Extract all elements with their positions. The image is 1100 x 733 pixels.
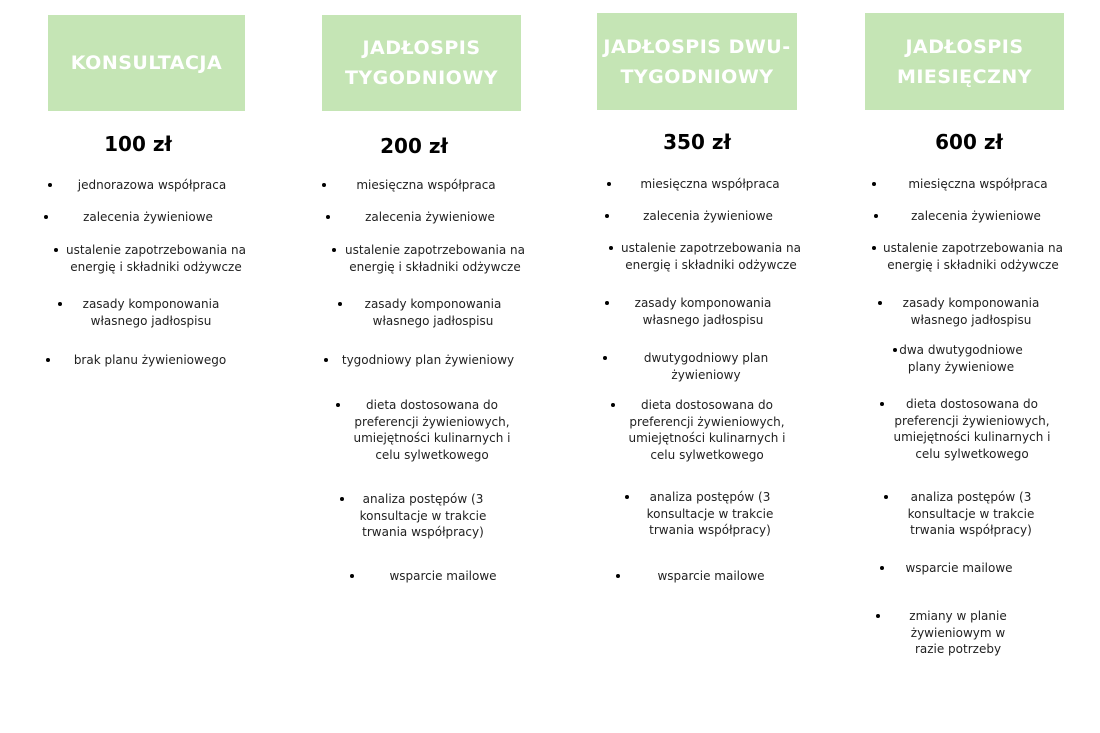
bullet-icon (607, 182, 611, 186)
feature-item: dieta dostosowana do preferencji żywieniowych, umiejętności kulinarnych i celu sylwetkowego (893, 397, 1051, 461)
feature-item: zalecenia żywieniowe (643, 209, 773, 223)
feature-item: ustalenie zapotrzebowania na energię i składniki odżywcze (345, 243, 525, 274)
bullet-icon (616, 574, 620, 578)
bullet-icon (326, 215, 330, 219)
bullet-icon (625, 495, 629, 499)
plan-title: JADŁOSPIS MIESIĘCZNY (896, 35, 1033, 88)
bullet-icon (338, 302, 342, 306)
bullet-icon (605, 301, 609, 305)
bullet-icon (336, 403, 340, 407)
plan-price: 200 zł (380, 134, 448, 158)
feature-item: zmiany w planie żywieniowym w razie potrzeby (909, 609, 1007, 656)
plan-header (865, 13, 1064, 110)
bullet-icon (350, 574, 354, 578)
bullet-icon (884, 495, 888, 499)
feature-item: zasady komponowania własnego jadłospisu (82, 297, 220, 328)
bullet-icon (872, 182, 876, 186)
bullet-icon (611, 403, 615, 407)
feature-item: wsparcie mailowe (657, 569, 765, 583)
feature-item: ustalenie zapotrzebowania na energię i składniki odżywcze (621, 241, 801, 272)
bullet-icon (322, 183, 326, 187)
feature-item: miesięczna współpraca (640, 177, 780, 191)
bullet-icon (603, 356, 607, 360)
plan-price: 100 zł (104, 132, 172, 156)
feature-item: ustalenie zapotrzebowania na energię i składniki odżywcze (66, 243, 246, 274)
feature-item: dwa dwutygodniowe plany żywieniowe (899, 343, 1023, 374)
feature-item: analiza postępów (3 konsultacje w trakcie trwania współpracy) (359, 492, 487, 539)
plan-price: 350 zł (663, 130, 731, 154)
feature-item: zasady komponowania własnego jadłospisu (364, 297, 502, 328)
feature-item: wsparcie mailowe (389, 569, 497, 583)
feature-item: tygodniowy plan żywieniowy (341, 353, 515, 367)
bullet-icon (340, 497, 344, 501)
bullet-icon (605, 214, 609, 218)
bullet-icon (893, 348, 897, 352)
plan-price: 600 zł (935, 130, 1003, 154)
feature-item: zasady komponowania własnego jadłospisu (902, 296, 1040, 327)
bullet-icon (880, 402, 884, 406)
feature-item: brak planu żywieniowego (73, 353, 227, 367)
feature-item: dwutygodniowy plan żywieniowy (643, 351, 769, 382)
bullet-icon (874, 214, 878, 218)
bullet-icon (609, 246, 613, 250)
plan-title: JADŁOSPIS TYGODNIOWY (344, 37, 499, 89)
feature-item: wsparcie mailowe (905, 561, 1013, 575)
feature-item: zalecenia żywieniowe (365, 210, 495, 224)
bullet-icon (332, 248, 336, 252)
bullet-icon (872, 246, 876, 250)
plan-header (597, 13, 797, 110)
feature-item: dieta dostosowana do preferencji żywieniowych, umiejętności kulinarnych i celu sylwetkowego (628, 398, 786, 462)
bullet-icon (876, 614, 880, 618)
bullet-icon (324, 358, 328, 362)
feature-item: zasady komponowania własnego jadłospisu (634, 296, 772, 327)
feature-item: miesięczna współpraca (908, 177, 1048, 191)
feature-item: zalecenia żywieniowe (911, 209, 1041, 223)
bullet-icon (878, 301, 882, 305)
plan-title: JADŁOSPIS DWU-TYGODNIOWY (603, 35, 791, 88)
feature-item: analiza postępów (3 konsultacje w trakcie trwania współpracy) (646, 490, 774, 537)
feature-item: miesięczna współpraca (356, 178, 496, 192)
feature-item: jednorazowa współpraca (77, 178, 227, 192)
feature-item: dieta dostosowana do preferencji żywieniowych, umiejętności kulinarnych i celu sylwetkowego (353, 398, 511, 462)
feature-item: analiza postępów (3 konsultacje w trakcie trwania współpracy) (907, 490, 1035, 537)
plan-title: KONSULTACJA (70, 52, 223, 74)
feature-item: ustalenie zapotrzebowania na energię i składniki odżywcze (883, 241, 1063, 272)
plan-header (322, 15, 521, 111)
feature-item: zalecenia żywieniowe (83, 210, 213, 224)
